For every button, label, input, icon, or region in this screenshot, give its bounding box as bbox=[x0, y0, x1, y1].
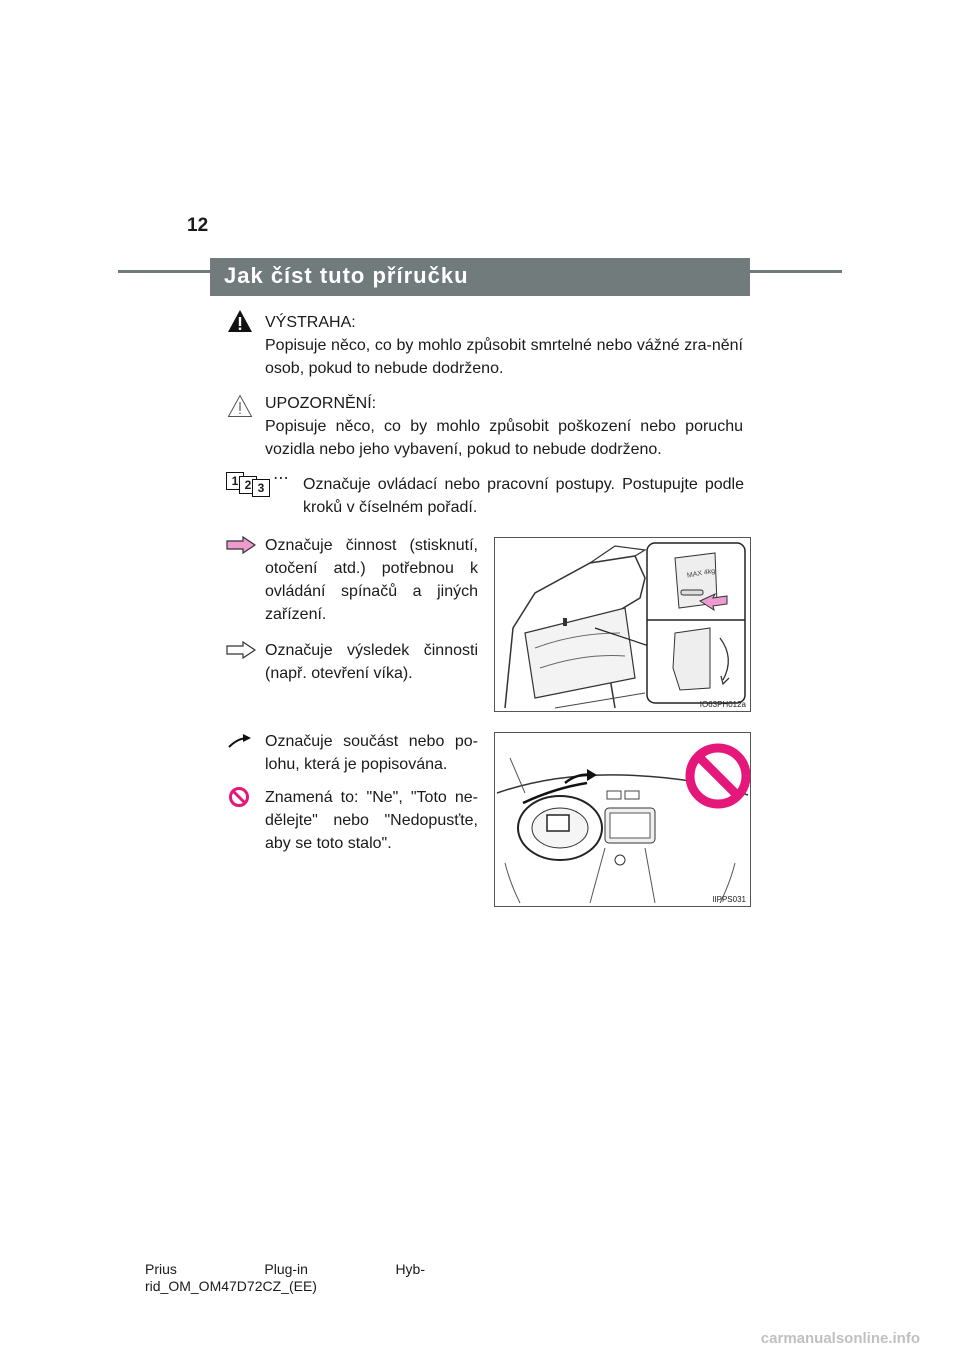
footer-word: Hyb- bbox=[395, 1261, 425, 1277]
component-text: Označuje součást nebo po-lohu, která je popisována. bbox=[265, 733, 478, 773]
step-box-3 bbox=[252, 479, 270, 497]
notice-text: Popisuje něco, co by mohlo způsobit poškození nebo poruchu vozidla nebo jeho vybavení, pokud to nebude dodrženo. bbox=[265, 418, 743, 458]
steps-text: Označuje ovládací nebo pracovní postupy. Postupujte podle kroků v číselném pořadí. bbox=[303, 476, 744, 516]
step-digit: 3 bbox=[257, 481, 265, 495]
pointer-arrow-icon bbox=[228, 734, 252, 748]
caution-triangle-icon bbox=[227, 394, 253, 418]
page-number: 12 bbox=[187, 215, 209, 236]
footer-word: Prius bbox=[145, 1261, 177, 1277]
ellipsis-icon: ⋯ bbox=[273, 470, 289, 487]
warning-block bbox=[265, 311, 743, 380]
trunk-illustration bbox=[494, 537, 751, 712]
footer-word: Plug-in bbox=[264, 1261, 308, 1277]
prohibition-icon bbox=[228, 786, 250, 808]
prohibition-text: Znamená to: "Ne", "Toto ne-dělejte" nebo "Nedopusťte, aby se toto stalo". bbox=[265, 789, 478, 852]
step-digit: 2 bbox=[244, 478, 252, 492]
warning-triangle-icon bbox=[227, 309, 253, 333]
dashboard-illustration bbox=[494, 732, 751, 907]
dashboard-drawing bbox=[495, 733, 750, 906]
result-text: Označuje výsledek činnosti (např. otevření víka). bbox=[265, 642, 478, 682]
dashboard-illustration-code: IIPPS031 bbox=[712, 895, 746, 904]
warning-label: VÝSTRAHA: bbox=[265, 314, 356, 331]
notice-label: UPOZORNĚNÍ: bbox=[265, 395, 377, 412]
footer-line-1 bbox=[145, 1261, 425, 1278]
warning-text: Popisuje něco, co by mohlo způsobit smrtelné nebo vážné zra-nění osob, pokud to nebude dodrženo. bbox=[265, 337, 743, 377]
section-title-bar bbox=[210, 258, 750, 296]
hook-label: MAX 4kg bbox=[686, 567, 716, 580]
footer bbox=[145, 1261, 445, 1295]
notice-block bbox=[265, 392, 743, 461]
operation-text: Označuje činnost (stisknutí, otočení atd.) potřebnou k ovládání spínačů a jiných zařízení. bbox=[265, 537, 478, 623]
footer-line-2: rid_OM_OM47D72CZ_(EE) bbox=[145, 1278, 317, 1294]
result-arrow-icon bbox=[226, 641, 256, 659]
watermark: carmanualsonline.info bbox=[760, 1330, 920, 1347]
trunk-illustration-code: IO63PH012a bbox=[699, 700, 746, 709]
trunk-drawing bbox=[495, 538, 750, 711]
section-title: Jak číst tuto příručku bbox=[224, 263, 469, 288]
step-number-icons bbox=[226, 470, 289, 496]
step-digit: 1 bbox=[231, 474, 239, 488]
operation-arrow-icon bbox=[226, 536, 256, 554]
